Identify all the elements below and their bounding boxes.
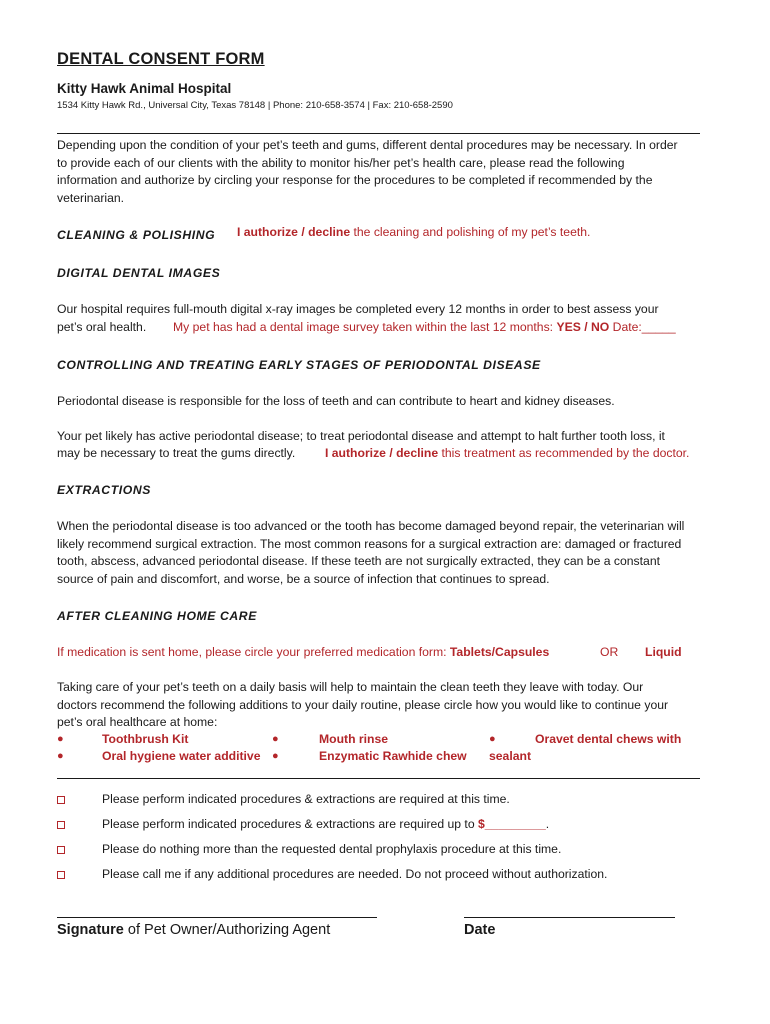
product-mouth-rinse[interactable]: Mouth rinse [319,732,389,746]
periodontal-consent-text: this treatment as recommended by the doctor. [438,446,690,460]
medication-text: If medication is sent home, please circle your preferred medication form: [57,645,450,659]
extractions-line: When the periodontal disease is too advanced or the tooth has become damaged beyond repair, the veterinarian will [57,519,685,533]
date-label: Date [464,922,496,938]
intro-line: Depending upon the condition of your pet’s teeth and gums, different dental procedures may be necessary. In order [57,138,678,152]
periodontal-consent [325,446,689,460]
cleaning-authorize-choice[interactable]: I authorize / decline [237,225,351,239]
home-care-heading: AFTER CLEANING HOME CARE [57,609,257,623]
extractions-line: likely recommend surgical extraction. The most common reasons for a surgical extraction are: damaged or fractured [57,536,682,551]
periodontal-line: Your pet likely has active periodontal disease; to treat periodontal disease and attempt to halt further tooth loss, it [57,429,665,443]
medication-question [57,645,549,659]
option-text: Please perform indicated procedures & extractions are required up to $_________. [102,817,550,831]
home-care-line: Taking care of your pet’s teeth on a daily basis will help to maintain the clean teeth they leave with today. Our [57,680,644,694]
date-line[interactable] [464,917,675,918]
periodontal-line: Periodontal disease is responsible for the loss of teeth and can contribute to heart and kidney diseases. [57,394,615,408]
signature-label: Signature of Pet Owner/Authorizing Agent [57,922,331,938]
image-survey-question [173,320,676,334]
dental-images-line: pet’s oral health. [57,320,147,334]
extractions-line: tooth, abscess, advanced periodontal disease. If these teeth are not surgically extracted, they can be a constant [57,554,660,569]
hospital-address: 1534 Kitty Hawk Rd., Universal City, Texas 78148 | Phone: 210-658-3574 | Fax: 210-658-2590 [57,100,453,111]
bullet-icon: ● [272,750,279,762]
home-care-line: doctors recommend the following additions to your daily routine, please circle how you would like to continue your [57,697,669,712]
product-toothbrush-kit[interactable]: Toothbrush Kit [102,732,189,746]
medication-liquid-option[interactable]: Liquid [645,645,682,659]
intro-line: information and authorize by circling your response for the procedures to be completed if recommended by the [57,173,653,188]
bullet-icon: ● [57,733,64,745]
option-text: Please call me if any additional procedures are needed. Do not proceed without authorization. [102,867,608,881]
dental-images-heading: DIGITAL DENTAL IMAGES [57,266,221,280]
extractions-heading: EXTRACTIONS [57,483,151,497]
home-care-line: pet’s oral healthcare at home: [57,715,218,730]
option-checkbox[interactable] [57,846,65,854]
option-text: Please perform indicated procedures & extractions are required at this time. [102,792,510,806]
periodontal-line: may be necessary to treat the gums directly. [57,446,296,460]
image-survey-date[interactable]: Date:_____ [609,320,676,334]
periodontal-authorize-choice[interactable]: I authorize / decline [325,446,439,460]
product-oravet-chews[interactable]: Oravet dental chews with [535,732,682,746]
option-checkbox[interactable] [57,871,65,879]
cleaning-heading: CLEANING & POLISHING [57,228,216,242]
image-survey-text: My pet has had a dental image survey taken within the last 12 months: [173,320,557,334]
extractions-paragraph [57,518,707,588]
form-title: DENTAL CONSENT FORM [57,50,265,68]
intro-line: to provide each of our clients with the ability to monitor his/her pet’s health care, please read the following [57,155,625,170]
periodontal-heading: CONTROLLING AND TREATING EARLY STAGES OF PERIODONTAL DISEASE [57,358,541,372]
extractions-line: source of pain and discomfort, and worse, be a source of infection that continues to spread. [57,571,550,586]
home-care-paragraph [57,679,707,732]
product-oral-hygiene-additive[interactable]: Oral hygiene water additive [102,749,261,763]
signature-line[interactable] [57,917,377,918]
cleaning-consent-text: the cleaning and polishing of my pet’s teeth. [350,225,591,239]
intro-line: veterinarian. [57,190,125,205]
bullet-icon: ● [57,750,64,762]
intro-paragraph [57,137,707,207]
product-oravet-sealant[interactable]: sealant [489,749,532,763]
medication-tablets-option[interactable]: Tablets/Capsules [449,645,550,659]
medication-or: OR [600,645,619,659]
option-checkbox[interactable] [57,796,65,804]
home-care-divider [57,778,700,779]
option-text: Please do nothing more than the requested dental prophylaxis procedure at this time. [102,842,562,856]
option-amount-field[interactable]: $_________ [478,817,546,831]
cleaning-consent [237,225,590,239]
bullet-icon: ● [489,733,496,745]
hospital-name: Kitty Hawk Animal Hospital [57,81,232,96]
bullet-icon: ● [272,733,279,745]
option-checkbox[interactable] [57,821,65,829]
header-divider [57,133,700,134]
dental-images-line: Our hospital requires full-mouth digital x-ray images be completed every 12 months in order to best assess your [57,302,659,316]
product-enzymatic-rawhide[interactable]: Enzymatic Rawhide chew [319,749,467,763]
image-survey-yes-no[interactable]: YES / NO [556,320,610,334]
